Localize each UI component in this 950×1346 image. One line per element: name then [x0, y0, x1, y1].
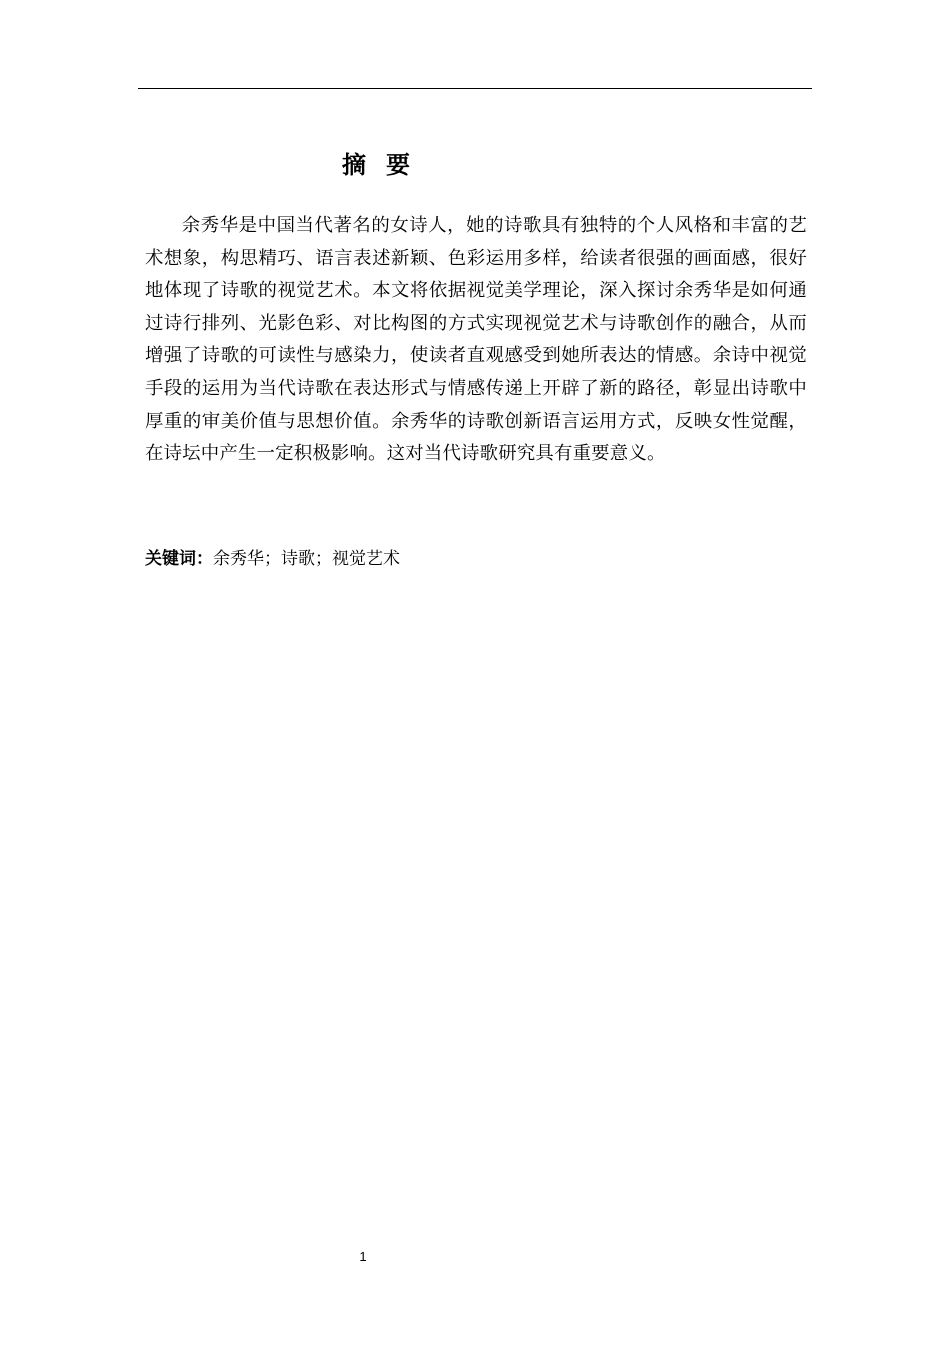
abstract-title: 摘要	[342, 151, 430, 179]
keywords-value: 余秀华；诗歌；视觉艺术	[213, 549, 400, 569]
keywords-label: 关键词：	[145, 549, 213, 569]
abstract-body: 余秀华是中国当代著名的女诗人，她的诗歌具有独特的个人风格和丰富的艺术想象，构思精巧、语言表述新颖、色彩运用多样，给读者很强的画面感，很好地体现了诗歌的视觉艺术。本文将依据视觉美学理论，深入探讨余秀华是如何通过诗行排列、光影色彩、对比构图的方式实现视觉艺术与诗歌创作的融合，从而增强了诗歌的可读性与感染力，使读者直观感受到她所表达的情感。余诗中视觉手段的运用为当代诗歌在表达形式与情感传递上开辟了新的路径，彰显出诗歌中厚重的审美价值与思想价值。余秀华的诗歌创新语言运用方式，反映女性觉醒，在诗坛中产生一定积极影响。这对当代诗歌研究具有重要意义。	[145, 215, 807, 465]
keywords-line	[145, 545, 400, 573]
page-number: 1	[359, 1249, 367, 1264]
header-rule	[138, 88, 812, 89]
